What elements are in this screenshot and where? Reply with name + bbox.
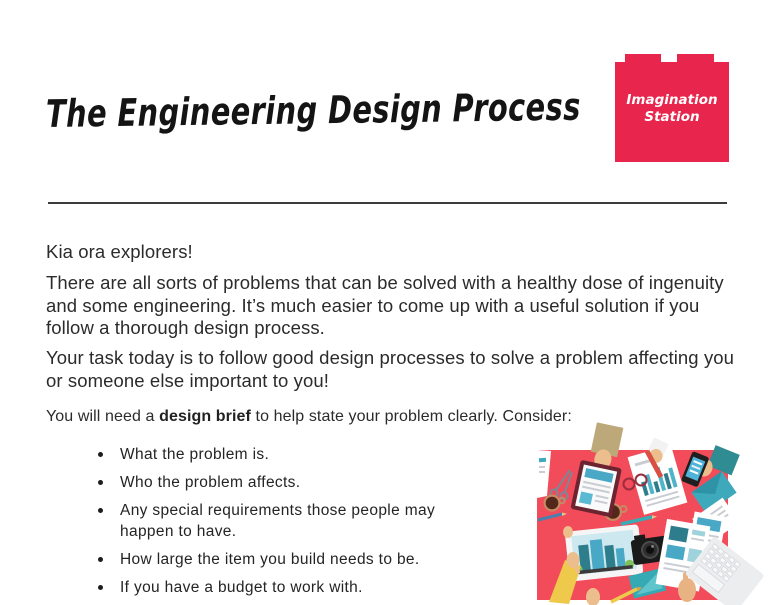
imagination-station-logo [615, 54, 729, 162]
list-item: Who the problem affects. [90, 472, 468, 493]
logo-text [615, 92, 729, 126]
task-paragraph: Your task today is to follow good design processes to solve a problem affecting you or someone else important to you! [46, 347, 735, 391]
logo-line-2: Station [644, 109, 700, 125]
intro-paragraph: There are all sorts of problems that can be solved with a healthy dose of ingenuity and some engineering. It’s much easier to come up with a useful solution if you follow a thorough design process. [46, 272, 724, 338]
header-divider [48, 202, 727, 204]
page-title: The Engineering Design Process [45, 84, 581, 136]
list-item: What the problem is. [90, 444, 468, 465]
design-workspace-illustration [537, 450, 728, 583]
list-item: Any special requirements those people may happen to have. [90, 500, 468, 542]
brief-bold-term: design brief [159, 408, 251, 425]
brief-after: to help state your problem clearly. Consider: [250, 408, 572, 425]
brief-before: You will need a [46, 408, 160, 425]
list-item: If you have a budget to work with. [90, 577, 468, 598]
design-brief-line [46, 407, 740, 427]
logo-line-1: Imagination [626, 92, 718, 108]
greeting-text: Kia ora explorers! [46, 241, 193, 262]
list-item: How large the item you build needs to be. [90, 549, 468, 570]
consider-list [90, 444, 490, 605]
